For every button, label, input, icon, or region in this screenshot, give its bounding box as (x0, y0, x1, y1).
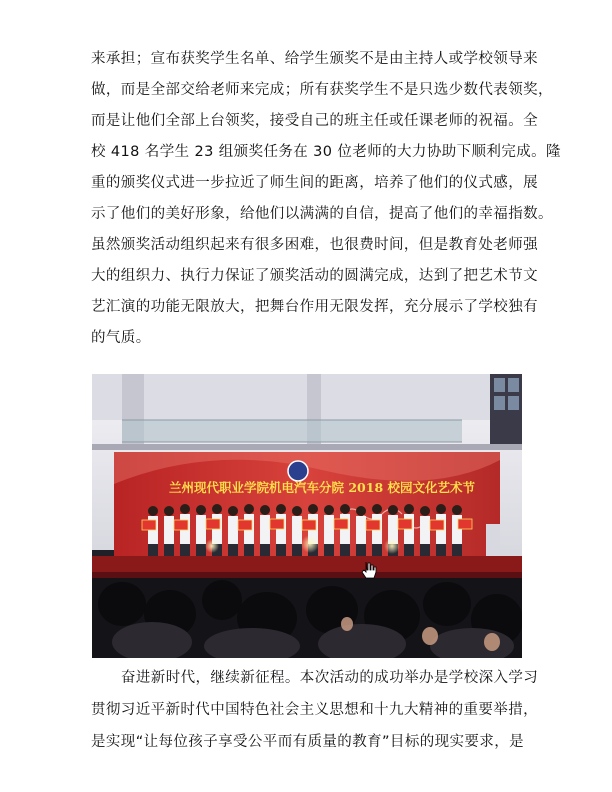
paragraph-line: 而是让他们全部上台领奖，接受自己的班主任或任课老师的祝福。全 (91, 113, 538, 129)
paragraph-line: 做，而是全部交给老师来完成；所有获奖学生不是只选少数代表领奖， (91, 82, 553, 98)
paragraph-line: 奋进新时代，继续新征程。本次活动的成功举办是学校深入学习 (121, 670, 539, 686)
paragraph-line: 重的颁奖仪式进一步拉近了师生间的距离，培养了他们的仪式感，展 (91, 175, 538, 191)
paragraph-line: 贯彻习近平新时代中国特色社会主义思想和十九大精神的重要举措， (91, 702, 538, 718)
paragraph-line: 的气质。 (91, 330, 151, 346)
paragraph-line: 艺汇演的功能无限放大，把舞台作用无限发挥，充分展示了学校独有 (91, 299, 538, 315)
paragraph-line: 校 418 名学生 23 组颁奖任务在 30 位老师的大力协助下顺利完成。隆 (91, 144, 561, 160)
paragraph-line: 来承担；宣布获奖学生名单、给学生颁奖不是由主持人或学校领导来 (91, 51, 538, 67)
stage-scene (92, 374, 522, 658)
paragraph-line: 示了他们的美好形象，给他们以满满的自信，提高了他们的幸福指数。 (91, 206, 553, 222)
paragraph-line: 是实现“让每位孩子享受公平而有质量的教育”目标的现实要求，是 (91, 734, 525, 750)
banner-title: 兰州现代职业学院机电汽车分院 2018 校园文化艺术节 (169, 480, 475, 495)
paragraph-line: 虽然颁奖活动组织起来有很多困难，也很费时间，但是教育处老师强 (91, 237, 538, 253)
event-photo (92, 374, 522, 658)
paragraph-line: 大的组织力、执行力保证了颁奖活动的圆满完成，达到了把艺术节文 (91, 268, 538, 284)
